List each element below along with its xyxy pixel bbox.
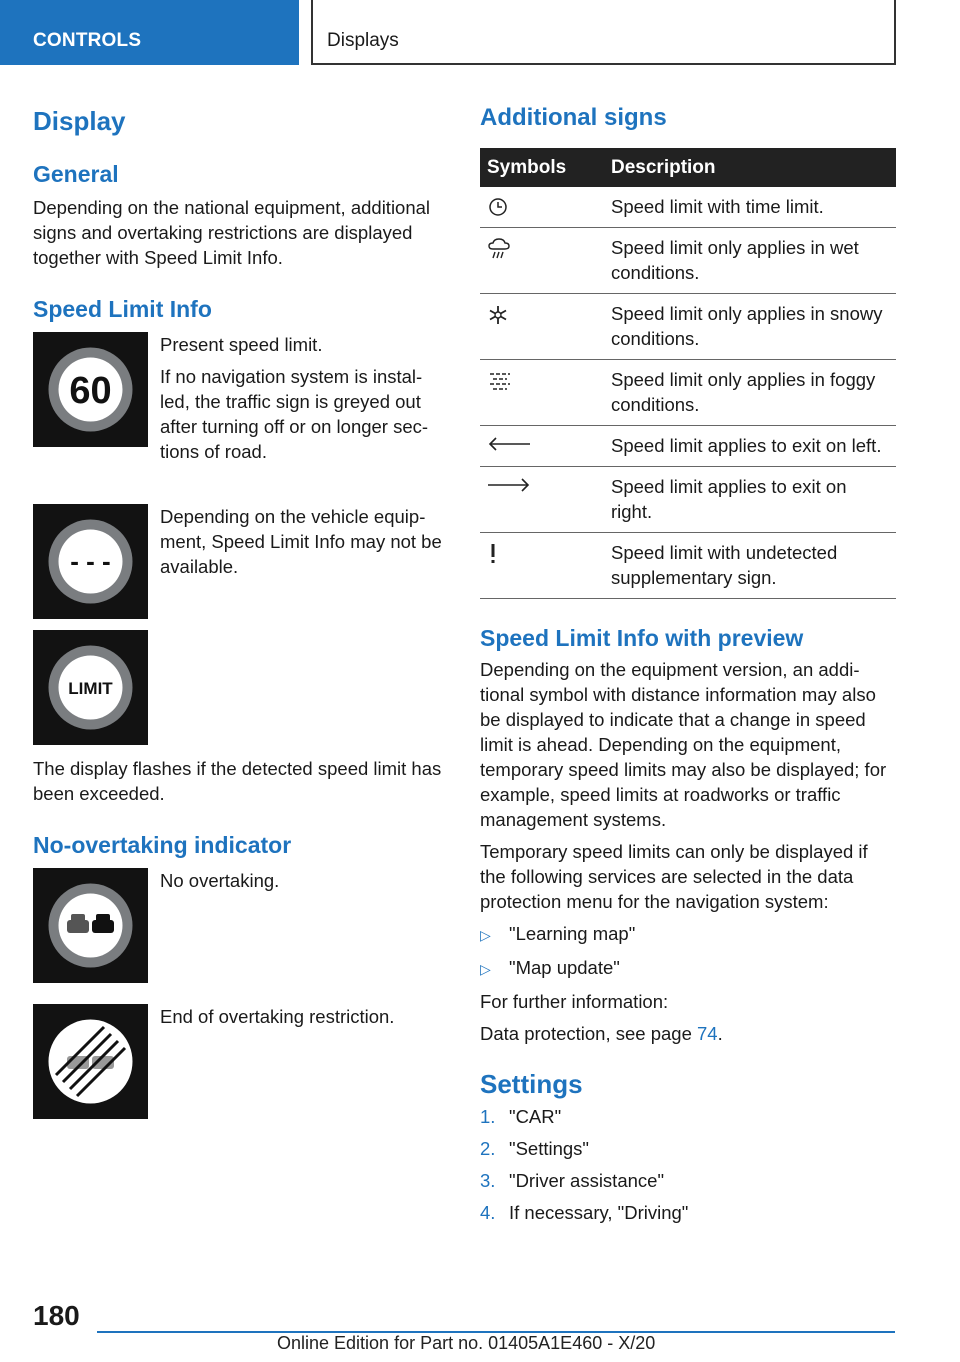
clock-icon (487, 197, 509, 217)
bullet-triangle-icon: ▷ (480, 927, 491, 943)
row-description: Speed limit applies to exit on right. (604, 467, 896, 533)
arrow-left-icon (487, 436, 531, 452)
flash-paragraph: The display flashes if the detected speed limit has been exceeded. (33, 758, 442, 804)
data-protection-reference (480, 1021, 896, 1046)
sli-greyed-text: If no navigation system is installed, the traffic sign is greyed out after turning off or on longer sections of road. (160, 366, 429, 462)
preview-paragraph-1: Depending on the equipment version, an additional symbol with distance information may also be displayed to indicate that a change in speed limit is ahead. Depending on the equipment, temporary speed limits may also be displayed; for example, speed limits at roadworks or traffic management systems. (480, 659, 887, 830)
list-item (480, 1200, 896, 1225)
preview-paragraph-2: Temporary speed limits can only be displayed if the following services are selected in the data protection menu for the navigation system: (480, 841, 868, 912)
sli-present-text: Present speed limit. (160, 334, 323, 355)
bullet-text: "Map update" (509, 957, 620, 978)
right-column (480, 95, 896, 1225)
speed-limit-60-sign-image (33, 332, 148, 447)
step-text: "Driver assistance" (509, 1170, 665, 1191)
list-item (480, 1104, 896, 1129)
table-header-description: Description (604, 148, 896, 187)
no-overtaking-heading: No-overtaking indicator (33, 832, 292, 858)
display-heading: Display (33, 106, 126, 136)
step-number: 2. (480, 1138, 496, 1159)
sli-availability-text: Depending on the vehicle equipment, Speed Limit Info may not be available. (160, 506, 442, 577)
row-description: Speed limit with time limit. (604, 187, 896, 228)
arrow-right-icon (487, 477, 531, 493)
table-header-symbols: Symbols (480, 148, 604, 187)
row-description: Speed limit applies to exit on left. (604, 426, 896, 467)
general-paragraph: Depending on the national equipment, additional signs and overtaking restrictions are displayed together with Speed Limit Info. (33, 197, 431, 268)
list-item (480, 921, 896, 948)
step-number: 1. (480, 1106, 496, 1127)
further-info-text: For further information: (480, 991, 669, 1012)
no-overtaking-sign-image (33, 868, 148, 983)
header-section-tab: CONTROLS (0, 0, 299, 65)
sign-limit-text: LIMIT (68, 679, 113, 698)
step-number: 3. (480, 1170, 496, 1191)
table-row (480, 228, 896, 294)
table-row (480, 426, 896, 467)
row-description: Speed limit only applies in foggy conditions. (604, 360, 896, 426)
sign-dashes-text: - - - (70, 546, 111, 576)
fog-icon (487, 370, 513, 392)
speed-limit-unknown-sign-image (33, 504, 148, 619)
snowflake-icon (487, 304, 509, 326)
footer-edition-text: Online Edition for Part no. 01405A1E460 - X/20 (277, 1333, 656, 1353)
data-protection-suffix: . (717, 1023, 723, 1044)
bullet-text: "Learning map" (509, 923, 636, 944)
additional-signs-heading: Additional signs (480, 104, 667, 131)
sign-60-text: 60 (69, 370, 112, 412)
preview-heading: Speed Limit Info with preview (480, 625, 804, 651)
step-number: 4. (480, 1202, 496, 1223)
row-description: Speed limit with undetected supplementary sign. (604, 533, 896, 599)
table-row (480, 294, 896, 360)
step-text: "Settings" (509, 1138, 589, 1159)
left-column (33, 95, 443, 1119)
table-row (480, 467, 896, 533)
header-chapter-tab: Displays (311, 0, 896, 65)
speed-limit-limit-sign-image (33, 630, 148, 745)
list-item (480, 1136, 896, 1161)
page-74-link[interactable]: 74 (697, 1023, 718, 1044)
end-overtaking-sign-image (33, 1004, 148, 1119)
end-overtaking-text: End of overtaking restriction. (160, 1006, 395, 1027)
exclamation-icon (487, 543, 499, 565)
table-row (480, 360, 896, 426)
speed-limit-info-heading: Speed Limit Info (33, 296, 212, 322)
data-protection-prefix: Data protection, see page (480, 1023, 698, 1044)
page-number: 180 (33, 1300, 80, 1331)
bullet-triangle-icon: ▷ (480, 961, 491, 977)
no-overtaking-text: No overtaking. (160, 870, 280, 891)
list-item (480, 1168, 896, 1193)
step-text: If necessary, "Driving" (509, 1202, 689, 1223)
table-row (480, 533, 896, 599)
list-item (480, 955, 896, 982)
row-description: Speed limit only applies in wet conditions. (604, 228, 896, 294)
row-description: Speed limit only applies in snowy conditions. (604, 294, 896, 360)
table-header-row (480, 148, 896, 187)
step-text: "CAR" (509, 1106, 562, 1127)
rain-cloud-icon (487, 238, 511, 260)
settings-heading: Settings (480, 1069, 583, 1099)
additional-signs-table (480, 148, 896, 599)
general-heading: General (33, 161, 119, 187)
table-row (480, 187, 896, 228)
